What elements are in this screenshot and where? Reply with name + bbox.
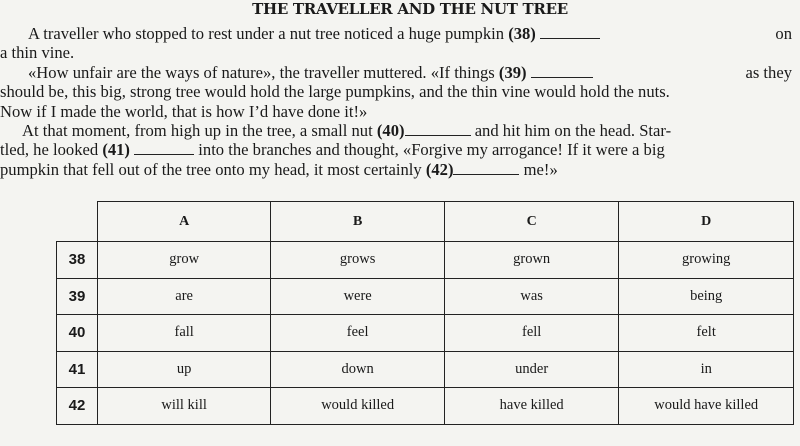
- table-row: [57, 242, 794, 279]
- gap-number-39: (39): [498, 62, 527, 82]
- passage-text: on: [775, 24, 792, 43]
- option-c: have killed: [444, 388, 619, 425]
- gap-40-blank: [405, 123, 471, 136]
- question-number: 41: [57, 351, 98, 388]
- option-a: up: [97, 351, 270, 388]
- passage-text: tled, he looked: [0, 140, 99, 160]
- page-title: THE TRAVELLER AND THE NUT TREE: [252, 0, 568, 18]
- option-d: in: [619, 351, 794, 388]
- table-row: [57, 351, 794, 388]
- passage-line: [0, 63, 800, 82]
- question-number: 38: [57, 242, 98, 279]
- passage-text: me!»: [523, 159, 558, 179]
- passage-text: At that moment, from high up in the tree, a small nut: [22, 120, 373, 140]
- option-a: grow: [97, 242, 270, 279]
- column-header-d: D: [619, 202, 794, 242]
- option-c: under: [444, 351, 619, 388]
- passage-line: [0, 24, 800, 43]
- passage-text: a thin vine.: [0, 43, 75, 63]
- table-row: [57, 278, 794, 315]
- option-b: were: [271, 278, 445, 315]
- gap-number-41: (41): [102, 140, 130, 160]
- passage-line: [0, 43, 800, 62]
- passage-text: «How unfair are the ways of nature», the traveller muttered. «If things: [28, 62, 495, 82]
- question-number: 40: [57, 315, 98, 352]
- gap-39-blank: [531, 65, 593, 78]
- column-header-b: B: [271, 202, 445, 242]
- passage-text: should be, this big, strong tree would hold the large pumpkins, and the thin vine would hold the nuts.: [0, 82, 670, 102]
- option-c: was: [444, 278, 619, 315]
- option-b: would killed: [271, 388, 445, 425]
- table-header-row: [57, 202, 794, 242]
- option-b: feel: [271, 315, 445, 352]
- gap-42-blank: [453, 162, 519, 175]
- option-b: down: [271, 351, 445, 388]
- passage-text: pumpkin that fell out of the tree onto my head, it most certainly: [0, 159, 422, 179]
- option-c: fell: [444, 315, 619, 352]
- passage-text: and hit him on the head. Star-: [474, 120, 672, 140]
- option-d: felt: [619, 315, 794, 352]
- column-header-c: C: [444, 202, 619, 242]
- option-a: are: [97, 278, 270, 315]
- gap-number-40: (40): [376, 120, 405, 140]
- passage: [0, 24, 800, 179]
- table-row: [57, 315, 794, 352]
- passage-text: Now if I made the world, that is how I’d have done it!»: [0, 101, 368, 121]
- gap-number-38: (38): [508, 24, 536, 43]
- passage-line: [0, 82, 800, 101]
- column-header-a: A: [97, 202, 270, 242]
- option-d: would have killed: [619, 388, 794, 425]
- passage-line: [0, 140, 800, 159]
- option-a: fall: [97, 315, 270, 352]
- option-c: grown: [444, 242, 619, 279]
- passage-line: [0, 102, 800, 121]
- passage-text: into the branches and thought, «Forgive my arrogance! If it were a big: [198, 140, 665, 160]
- question-number: 39: [57, 278, 98, 315]
- answer-options-table: [56, 201, 794, 425]
- question-number: 42: [57, 388, 98, 425]
- passage-line: [0, 160, 800, 179]
- option-d: growing: [619, 242, 794, 279]
- table-row: [57, 388, 794, 425]
- passage-line: [0, 121, 800, 140]
- option-a: will kill: [97, 388, 270, 425]
- option-b: grows: [271, 242, 445, 279]
- option-d: being: [619, 278, 794, 315]
- table-corner-cell: [57, 202, 98, 242]
- passage-text: A traveller who stopped to rest under a nut tree noticed a huge pumpkin: [28, 24, 505, 43]
- gap-41-blank: [134, 142, 194, 155]
- gap-38-blank: [540, 26, 600, 39]
- gap-number-42: (42): [425, 159, 454, 179]
- passage-text: as they: [745, 62, 792, 82]
